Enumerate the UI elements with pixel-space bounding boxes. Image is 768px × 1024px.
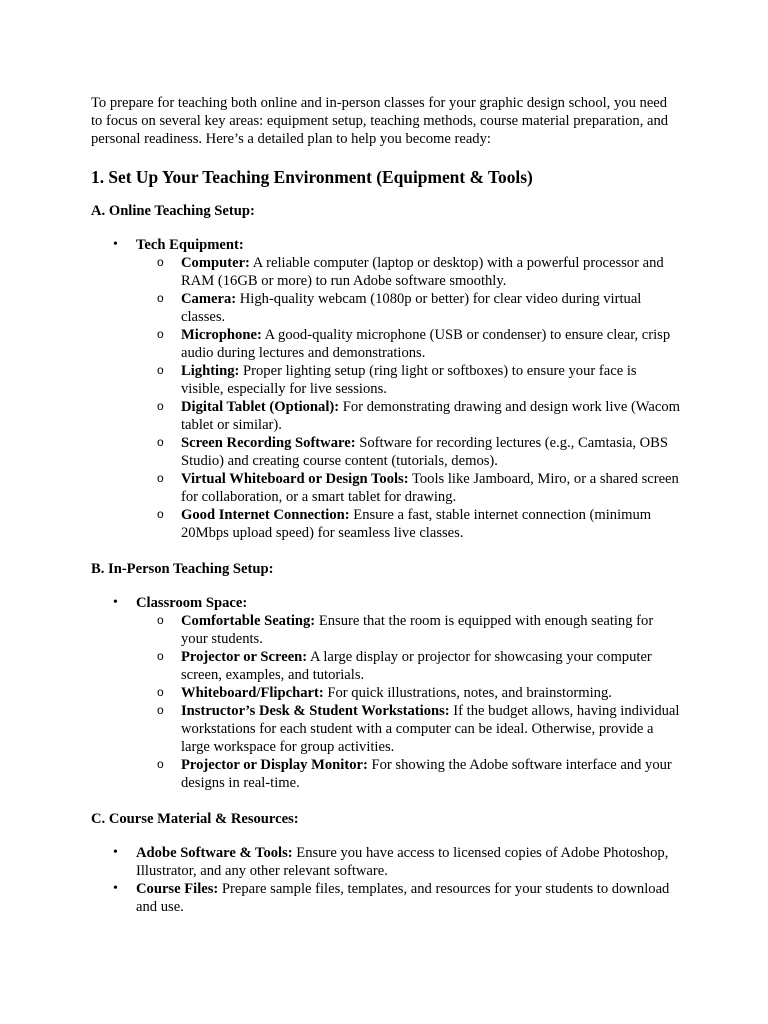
course-material-list <box>91 844 681 916</box>
list-item <box>136 612 681 648</box>
item-text: For quick illustrations, notes, and brainstorming. <box>323 685 612 701</box>
item-label: Digital Tablet (Optional): <box>181 399 340 415</box>
item-label: Projector or Screen: <box>181 649 308 665</box>
list-item <box>136 398 681 434</box>
item-label: Virtual Whiteboard or Design Tools: <box>181 471 409 487</box>
item-text: If the budget allows, having individual workstations for each student with a computer can be ideal. Otherwise, provide a large workspace for group activities. <box>181 703 680 755</box>
circle-bullet-icon: o <box>157 757 164 771</box>
classroom-space-sublist <box>136 612 681 792</box>
list-item <box>136 326 681 362</box>
item-label: Lighting: <box>181 363 240 379</box>
circle-bullet-icon: o <box>157 327 164 341</box>
online-setup-list <box>91 236 681 542</box>
bullet-icon: • <box>113 595 118 610</box>
circle-bullet-icon: o <box>157 435 164 449</box>
list-item <box>136 362 681 398</box>
inperson-setup-list <box>91 594 681 792</box>
list-item <box>136 684 681 702</box>
subsection-a-title: A. Online Teaching Setup: <box>91 203 255 219</box>
item-text: Ensure a fast, stable internet connection (minimum 20Mbps upload speed) for seamless live classes. <box>181 507 652 541</box>
item-text: For demonstrating drawing and design work live (Wacom tablet or similar). <box>181 399 681 433</box>
item-label: Camera: <box>181 291 237 307</box>
group-label: Tech Equipment: <box>136 237 244 253</box>
circle-bullet-icon: o <box>157 399 164 413</box>
circle-bullet-icon: o <box>157 507 164 521</box>
item-text: Prepare sample files, templates, and resources for your students to download and use. <box>136 881 670 915</box>
intro-paragraph: To prepare for teaching both online and in-person classes for your graphic design school, you need to focus on several key areas: equipment setup, teaching methods, course material preparation, and personal readiness. Here’s a detailed plan to help you become ready: <box>91 95 669 147</box>
circle-bullet-icon: o <box>157 255 164 269</box>
item-text: A good-quality microphone (USB or condenser) to ensure clear, crisp audio during lectures and demonstrations. <box>181 327 671 361</box>
item-text: A reliable computer (laptop or desktop) with a powerful processor and RAM (16GB or more) to run Adobe software smoothly. <box>181 255 664 289</box>
circle-bullet-icon: o <box>157 685 164 699</box>
bullet-icon: • <box>113 237 118 252</box>
circle-bullet-icon: o <box>157 471 164 485</box>
item-label: Course Files: <box>136 881 219 897</box>
list-item <box>136 702 681 756</box>
section-heading-1: 1. Set Up Your Teaching Environment (Equipment & Tools) <box>91 167 533 187</box>
subsection-c-title: C. Course Material & Resources: <box>91 811 299 827</box>
item-label: Screen Recording Software: <box>181 435 356 451</box>
item-text: Proper lighting setup (ring light or softboxes) to ensure your face is visible, especially for live sessions. <box>181 363 637 397</box>
item-label: Comfortable Seating: <box>181 613 316 629</box>
list-item <box>136 434 681 470</box>
item-text: Ensure you have access to licensed copies of Adobe Photoshop, Illustrator, and any other relevant software. <box>136 845 669 879</box>
tech-equipment-sublist <box>136 254 681 542</box>
bullet-icon: • <box>113 881 118 896</box>
list-item <box>136 470 681 506</box>
list-item <box>136 290 681 326</box>
item-text: Tools like Jamboard, Miro, or a shared screen for collaboration, or a smart tablet for drawing. <box>181 471 679 505</box>
item-text: Ensure that the room is equipped with enough seating for your students. <box>181 613 654 647</box>
group-label: Classroom Space: <box>136 595 248 611</box>
bullet-icon: • <box>113 845 118 860</box>
list-item <box>136 254 681 290</box>
item-text: For showing the Adobe software interface and your designs in real-time. <box>181 757 672 791</box>
item-text: Software for recording lectures (e.g., Camtasia, OBS Studio) and creating course content (tutorials, demos). <box>181 435 669 469</box>
item-text: High-quality webcam (1080p or better) for clear video during virtual classes. <box>181 291 642 325</box>
circle-bullet-icon: o <box>157 703 164 717</box>
list-item <box>91 880 681 916</box>
list-item <box>136 506 681 542</box>
list-item <box>136 648 681 684</box>
item-label: Good Internet Connection: <box>181 507 350 523</box>
item-label: Microphone: <box>181 327 262 343</box>
item-label: Computer: <box>181 255 250 271</box>
list-item <box>91 236 681 542</box>
list-item <box>136 756 681 792</box>
list-item <box>91 844 681 880</box>
item-label: Adobe Software & Tools: <box>136 845 293 861</box>
document-page <box>91 94 681 916</box>
item-label: Projector or Display Monitor: <box>181 757 368 773</box>
item-label: Instructor’s Desk & Student Workstations: <box>181 703 450 719</box>
circle-bullet-icon: o <box>157 613 164 627</box>
circle-bullet-icon: o <box>157 291 164 305</box>
subsection-b-title: B. In-Person Teaching Setup: <box>91 561 274 577</box>
list-item <box>91 594 681 792</box>
circle-bullet-icon: o <box>157 649 164 663</box>
circle-bullet-icon: o <box>157 363 164 377</box>
item-text: A large display or projector for showcasing your computer screen, examples, and tutorials. <box>181 649 652 683</box>
item-label: Whiteboard/Flipchart: <box>181 685 324 701</box>
